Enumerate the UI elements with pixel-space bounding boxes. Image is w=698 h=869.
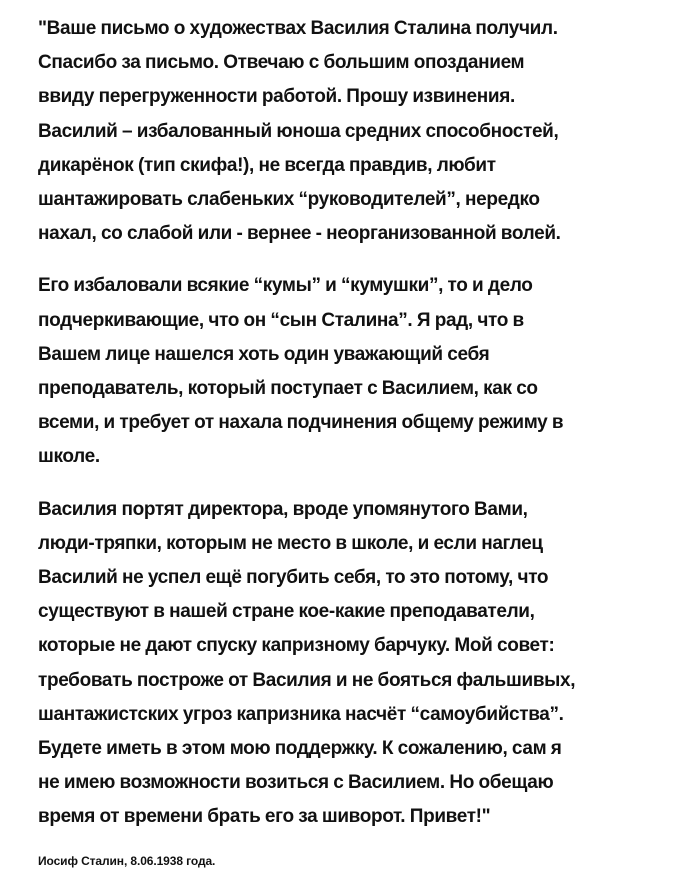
- text-line: Василий не успел ещё погубить себя, то это потому, что: [38, 567, 549, 589]
- text-line: требовать построже от Василия и не бояться фальшивых,: [38, 669, 576, 691]
- text-line: Василий – избалованный юноша средних способностей,: [38, 120, 559, 142]
- text-line: преподаватель, который поступает с Василием, как со: [38, 378, 538, 400]
- text-line: шантажистских угроз капризника насчёт “самоубийства”.: [38, 703, 564, 725]
- text-line: люди-тряпки, которым не место в школе, и если наглец: [38, 532, 543, 554]
- text-line: Будете иметь в этом мою поддержку. К сожалению, сам я: [38, 738, 562, 760]
- text-line: нахал, со слабой или - вернее - неорганизованной волей.: [38, 223, 561, 245]
- text-line: Его избаловали всякие “кумы” и “кумушки”, то и дело: [38, 275, 533, 297]
- text-line: не имею возможности возиться с Василием. Но обещаю: [38, 772, 554, 794]
- paragraph-3: [38, 493, 684, 835]
- text-line: Василия портят директора, вроде упомянутого Вами,: [38, 498, 528, 520]
- paragraph-1: [38, 12, 684, 251]
- text-line: "Ваше письмо о художествах Василия Сталина получил.: [38, 18, 558, 39]
- text-line: ввиду перегруженности работой. Прошу извинения.: [38, 86, 515, 108]
- text-line: дикарёнок (тип скифа!), не всегда правдив, любит: [38, 154, 496, 176]
- signature: Иосиф Сталин, 8.06.1938 года.: [38, 853, 216, 868]
- paragraph-2: [38, 269, 684, 474]
- text-line: всеми, и требует от нахала подчинения общему режиму в: [38, 412, 564, 434]
- text-line: Вашем лице нашелся хоть один уважающий себя: [38, 343, 490, 365]
- text-line: Спасибо за письмо. Отвечаю с большим опозданием: [38, 52, 525, 74]
- text-line: шантажировать слабеньких “руководителей”, нередко: [38, 189, 540, 211]
- text-line: школе.: [38, 446, 100, 468]
- text-line: время от времени брать его за шиворот. Привет!": [38, 806, 491, 828]
- text-line: которые не дают спуску капризному барчуку. Мой совет:: [38, 635, 555, 657]
- text-line: подчеркивающие, что он “сын Сталина”. Я рад, что в: [38, 309, 524, 331]
- text-line: существуют в нашей стране кое-какие преподаватели,: [38, 601, 535, 623]
